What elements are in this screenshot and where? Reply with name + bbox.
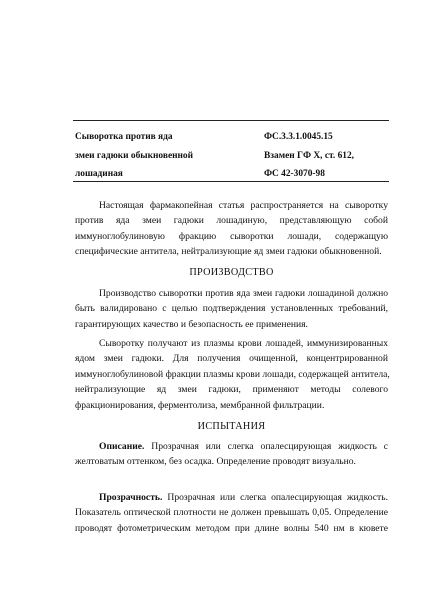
text-line: специфические антитела, нейтрализующие яд змеи гадюки обыкновенной. bbox=[75, 246, 382, 258]
text-line: быть валидировано с целью подтверждения установленных требований, bbox=[75, 303, 388, 315]
text-line bbox=[75, 439, 388, 454]
header-bottom-rule bbox=[73, 181, 389, 182]
text-line: иммуноглобулиновой фракции плазмы крови лошади, содержащей антитела, bbox=[75, 368, 390, 380]
monograph-code-line: Взамен ГФ X, ст. 612, bbox=[264, 150, 354, 161]
text-line: нейтрализующие яд змеи гадюки, применяют методы солевого bbox=[75, 384, 388, 396]
text-line: Показатель оптической плотности не должен превышать 0,05. Определение bbox=[75, 507, 388, 519]
production-paragraph-2 bbox=[75, 336, 388, 413]
monograph-title-line: змеи гадюки обыкновенной bbox=[75, 150, 193, 161]
section-title-tests: ИСПЫТАНИЯ bbox=[197, 421, 266, 432]
description-text: Прозрачная или слегка опалесцирующая жидкость с bbox=[144, 441, 388, 452]
text-line: ядом змеи гадюки. Для получения очищенной, концентрированной bbox=[75, 353, 388, 365]
description-label: Описание. bbox=[99, 441, 145, 452]
monograph-title bbox=[75, 128, 250, 184]
text-line: фракционирования, ферментолиза, мембранной фильтрации. bbox=[75, 399, 325, 411]
intro-paragraph bbox=[75, 198, 388, 260]
production-paragraph-1 bbox=[75, 286, 388, 332]
text-line: против яда змеи гадюки лошадиную, представляющую собой bbox=[75, 215, 388, 227]
monograph-code bbox=[264, 128, 394, 184]
text-line: Настоящая фармакопейная статья распространяется на сыворотку bbox=[99, 200, 388, 211]
header-top-rule bbox=[73, 120, 389, 121]
section-title-production: ПРОИЗВОДСТВО bbox=[189, 267, 274, 278]
text-line: желтоватым оттенком, без осадка. Определение проводят визуально. bbox=[75, 456, 356, 468]
monograph-code-line: ФС.3.3.1.0045.15 bbox=[264, 132, 333, 142]
description-paragraph bbox=[75, 439, 388, 470]
text-line bbox=[75, 490, 388, 505]
monograph-code-line: ФС 42-3070-98 bbox=[264, 169, 325, 179]
transparency-label: Прозрачность. bbox=[99, 492, 163, 503]
text-line: проводят фотометрическим методом при длине волны 540 нм в кювете bbox=[75, 522, 388, 534]
text-line: Производство сыворотки против яда змеи гадюки лошадиной должно bbox=[99, 288, 388, 299]
text-line: Сыворотку получают из плазмы крови лошадей, иммунизированных bbox=[99, 338, 388, 349]
transparency-text: Прозрачная или слегка опалесцирующая жидкость. bbox=[162, 492, 388, 503]
monograph-title-line: лошадиная bbox=[75, 169, 123, 179]
monograph-title-line: Сыворотка против яда bbox=[75, 132, 173, 142]
text-line: иммуноглобулиновую фракцию сыворотки лошади, содержащую bbox=[75, 230, 388, 242]
transparency-paragraph bbox=[75, 490, 388, 536]
text-line: гарантирующих качество и безопасность ее применения. bbox=[75, 318, 308, 330]
